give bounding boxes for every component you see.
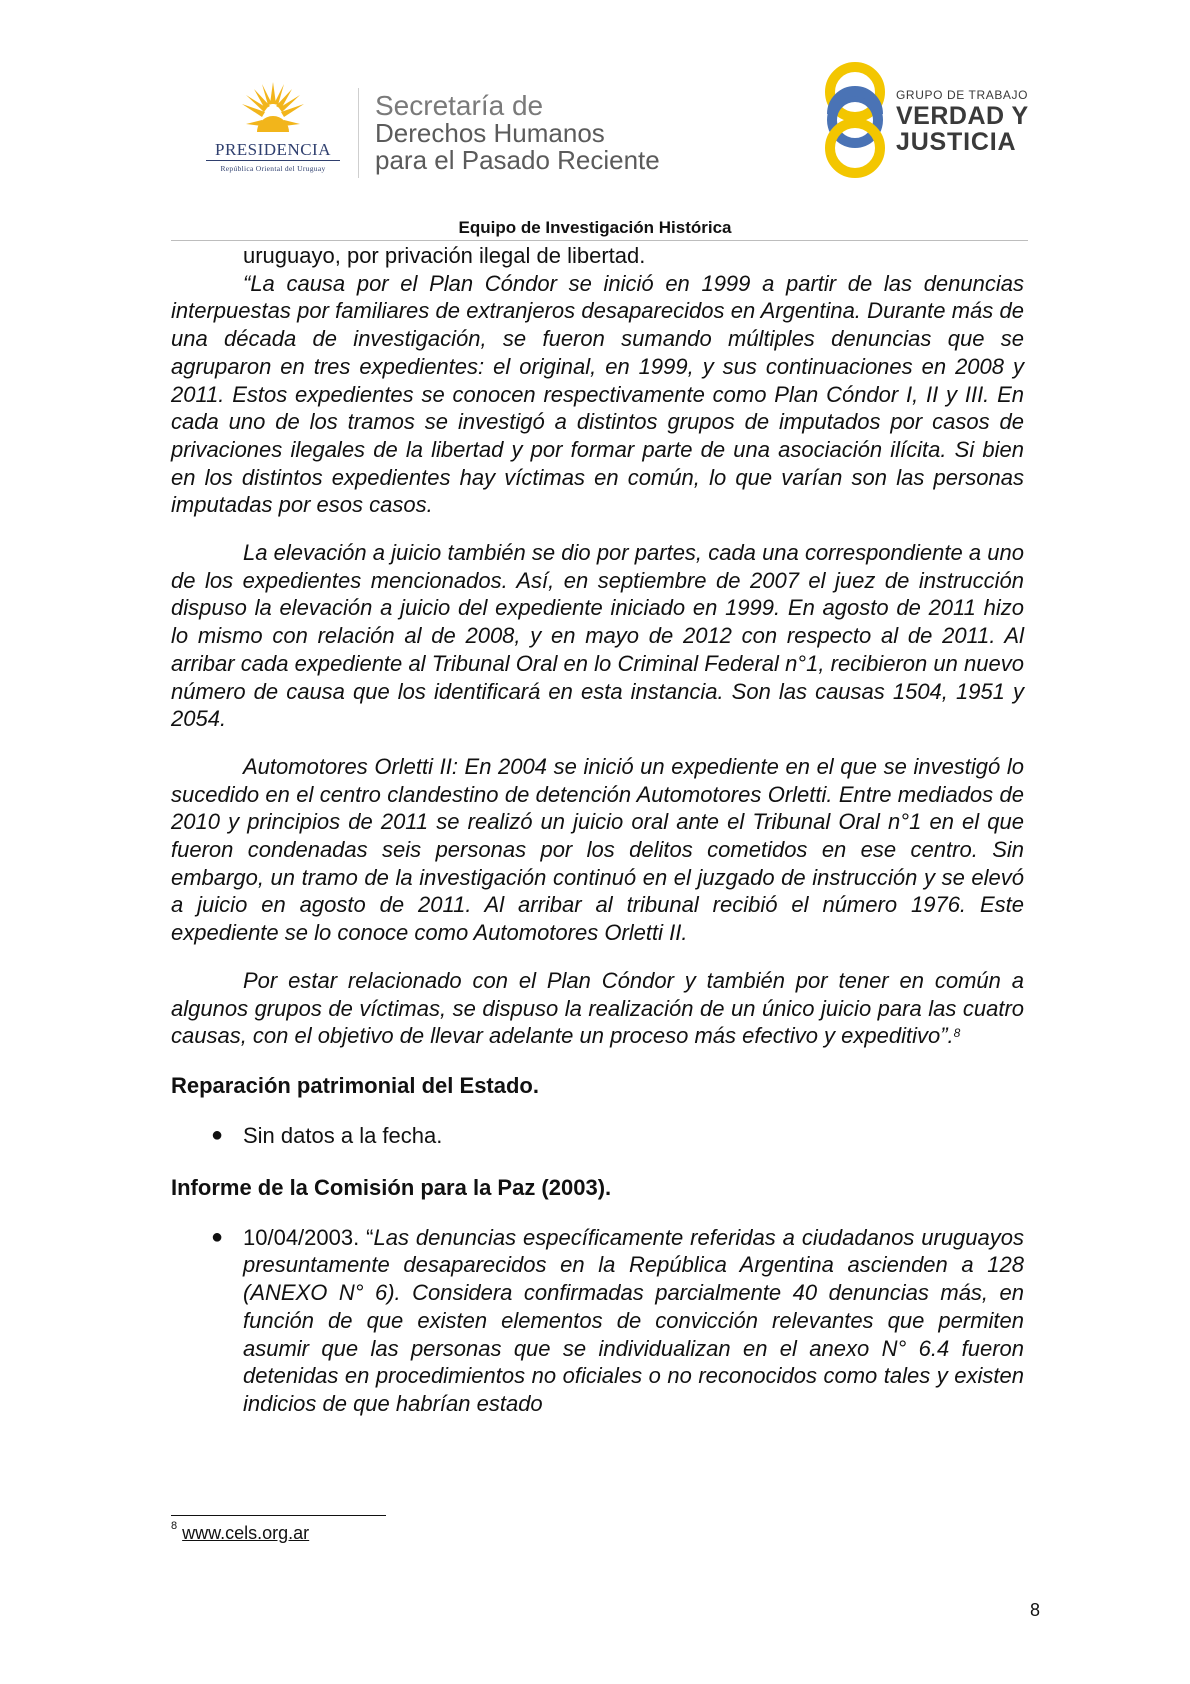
heading-reparacion: Reparación patrimonial del Estado. bbox=[171, 1072, 539, 1098]
verdad-justicia-logo bbox=[822, 56, 1032, 181]
header-rule bbox=[171, 240, 1028, 241]
paragraph-juicio-unico-text: Por estar relacionado con el Plan Cóndor y también por tener en común a algunos grupos de víctimas, se dispuso la realización de un único juicio para las cuatro causas, con el objetivo de llevar adelante un proceso más efectivo y expeditivo”. bbox=[171, 967, 1024, 1049]
interlocked-rings-icon bbox=[822, 56, 892, 181]
sun-emblem-icon bbox=[240, 80, 306, 140]
page-number: 8 bbox=[1029, 1600, 1040, 1620]
bullet-sin-datos bbox=[171, 1122, 1024, 1150]
team-title: Equipo de Investigación Histórica bbox=[458, 218, 732, 237]
bullet-icon: ● bbox=[211, 1225, 224, 1248]
secretaria-line-2: Derechos Humanos bbox=[375, 118, 605, 148]
bullet-comision bbox=[171, 1224, 1024, 1418]
footnote-rule bbox=[171, 1515, 386, 1516]
bullet-comision-date: 10/04/2003. “ bbox=[243, 1224, 374, 1250]
bullet-comision-text: Las denuncias específicamente referidas a ciudadanos uruguayos presuntamente desaparecidos en la República Argentina ascienden a 128 (ANEXO N° 6). Considera confirmadas parcialmente 40 denuncias más, en función de que existen elementos de convicción relevantes que permiten asumir que las personas que se individualizan en el anexo N° 6.4 fueron detenidas en procedimientos no oficiales o no reconocidos como tales y existen indicios de que habrían estado bbox=[243, 1224, 1024, 1416]
presidencia-name: PRESIDENCIA bbox=[214, 140, 331, 159]
paragraph-plan-condor: “La causa por el Plan Cóndor se inició en 1999 a partir de las denuncias interpuestas por familiares de extranjeros desaparecidos en Argentina. Durante más de una década de investigación, se fueron sumando múltiples denuncias que se agruparon en tres expedientes: el original, en 1999, y sus continuaciones en 2008 y 2011. Estos expedientes se conocen respectivamente como Plan Cóndor I, II y III. En cada uno de los tramos se investigó a distintos grupos de imputados por casos de privaciones ilegales de la libertad y por formar parte de una asociación ilícita. Si bien en los distintos expedientes hay víctimas en común, lo que varían son las personas imputadas por esos casos. bbox=[171, 270, 1024, 518]
presidencia-logo bbox=[198, 80, 348, 180]
paragraph-juicio-unico bbox=[171, 967, 1024, 1050]
secretaria-line-1: Secretaría de bbox=[375, 90, 544, 121]
document-body bbox=[171, 242, 1024, 1418]
footnote-ref[interactable]: 8 bbox=[953, 1026, 961, 1041]
grupo-label: GRUPO DE TRABAJO bbox=[896, 88, 1029, 102]
footnote-link[interactable]: www.cels.org.ar bbox=[182, 1523, 310, 1543]
footnote bbox=[171, 1520, 310, 1544]
bullet-icon: ● bbox=[211, 1123, 224, 1146]
paragraph-elevacion: La elevación a juicio también se dio por partes, cada una correspondiente a uno de los expedientes mencionados. Así, en septiembre de 2007 el juez de instrucción dispuso la elevación a juicio del expediente iniciado en 1999. En agosto de 2011 hizo lo mismo con relación al de 2008, y en mayo de 2012 con respecto al de 2011. Al arribar cada expediente al Tribunal Oral en lo Criminal Federal n°1, recibieron un nuevo número de causa que los identificará en esta instancia. Son las causas 1504, 1951 y 2054. bbox=[171, 540, 1024, 732]
verdad-label: VERDAD Y bbox=[896, 102, 1029, 130]
bullet-sin-datos-text: Sin datos a la fecha. bbox=[243, 1122, 443, 1148]
paragraph-continuation: uruguayo, por privación ilegal de libertad. bbox=[243, 243, 646, 268]
justicia-label: JUSTICIA bbox=[896, 128, 1017, 156]
secretaria-logo-text bbox=[375, 92, 660, 174]
paragraph-orletti: Automotores Orletti II: En 2004 se inició un expediente en el que se investigó lo sucedido en el centro clandestino de detención Automotores Orletti. Entre mediados de 2010 y principios de 2011 se realizó un juicio oral ante el Tribunal Oral n°1 en el que fueron condenadas seis personas por los delitos cometidos en ese centro. Sin embargo, un tramo de la investigación continuó en el juzgado de instrucción y se elevó a juicio en agosto de 2011. Al arribar al tribunal recibió el número 1976. Este expediente se lo conoce como Automotores Orletti II. bbox=[171, 753, 1024, 946]
presidencia-subtitle: República Oriental del Uruguay bbox=[220, 164, 326, 173]
header-divider bbox=[358, 88, 359, 178]
heading-comision-paz: Informe de la Comisión para la Paz (2003). bbox=[171, 1174, 612, 1200]
presidencia-rule bbox=[206, 160, 340, 161]
secretaria-line-3: para el Pasado Reciente bbox=[375, 145, 660, 175]
footnote-number: 8 bbox=[171, 1520, 178, 1532]
